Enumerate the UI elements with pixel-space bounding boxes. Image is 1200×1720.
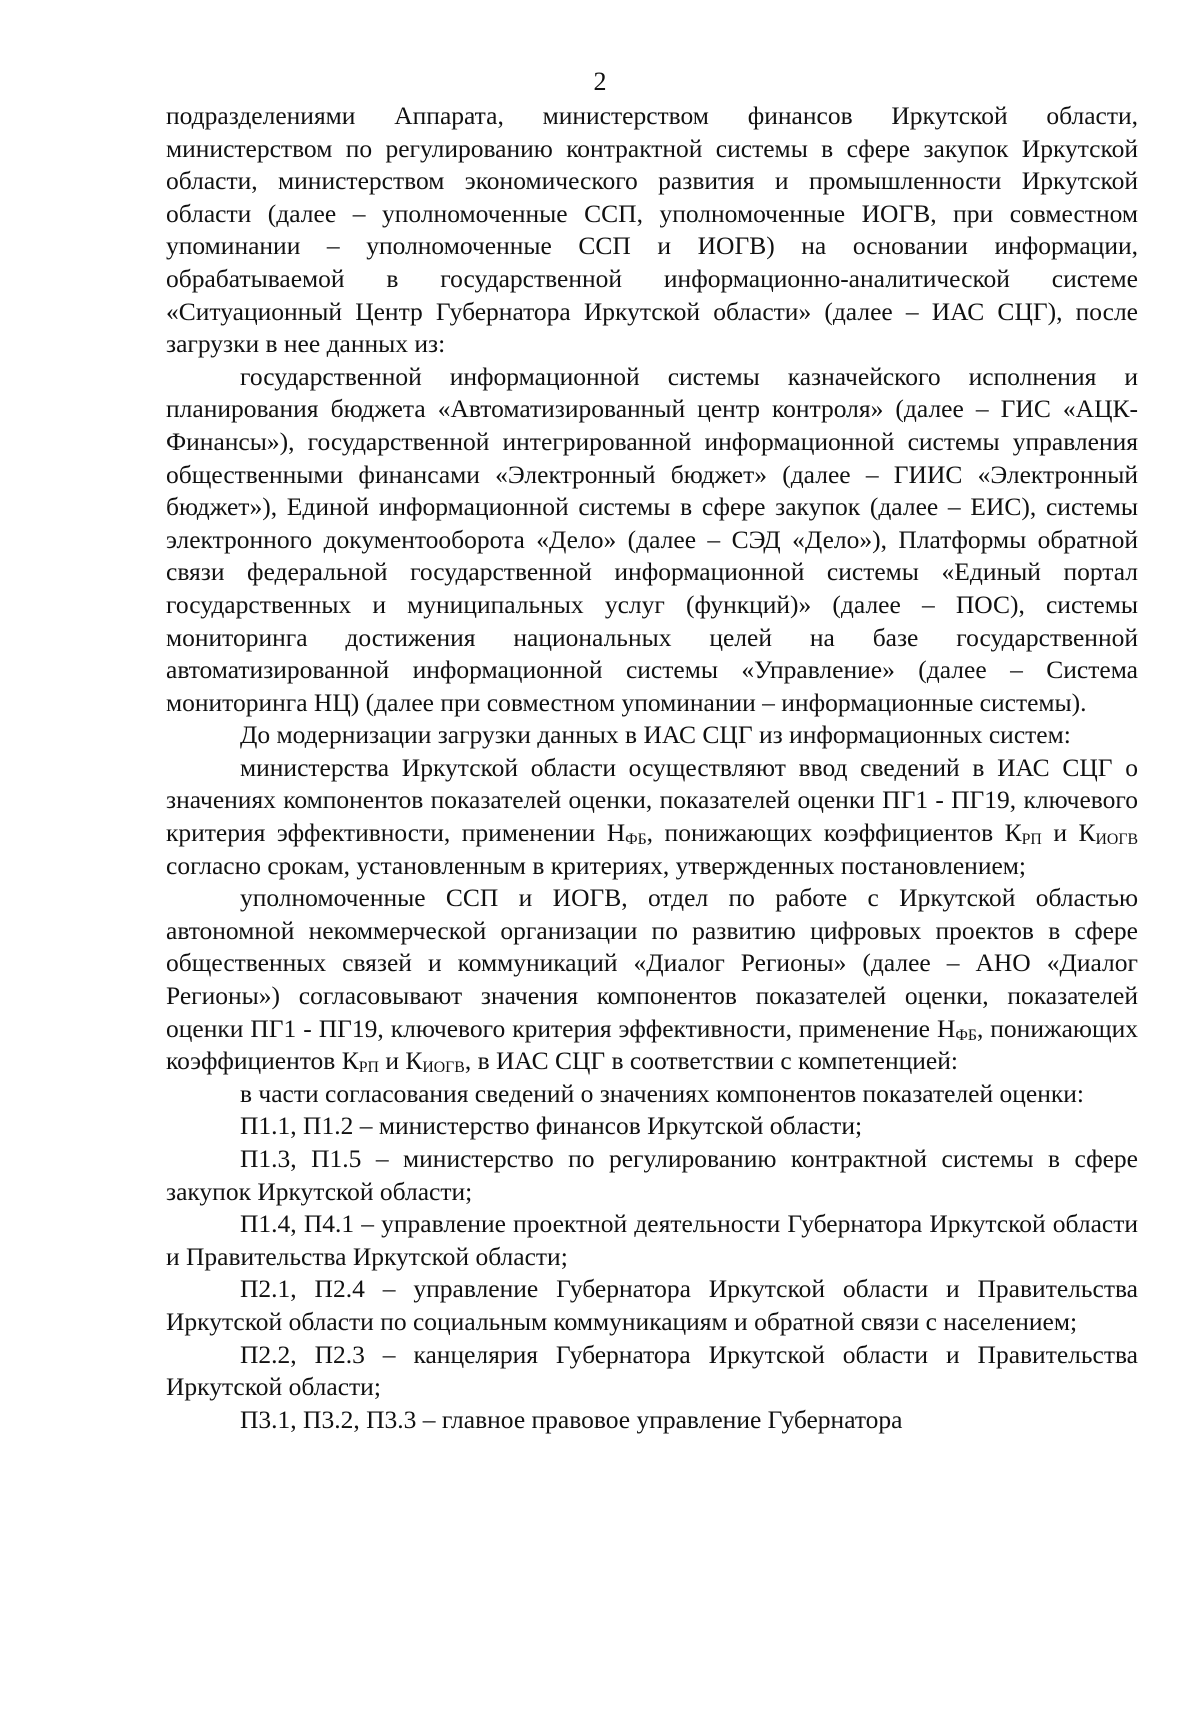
subscript-text: ФБ [625,831,647,849]
subscript-text: ФБ [955,1026,977,1044]
paragraph-text: министерства Иркутской области осуществляют ввод сведений в ИАС СЦГ о значениях компонентов показателей оценки, показателей оценки ПГ1 - ПГ19, ключевого критерия эффективности, применении Н [166,752,1138,848]
paragraph-text: и К [378,1046,423,1076]
paragraph-text: , понижающих коэффициентов К [166,1013,1138,1076]
paragraph-text: , в ИАС СЦГ в соответствии с компетенцией: [464,1046,958,1076]
paragraph [166,882,1138,1078]
subscript-text: РП [1021,831,1042,849]
paragraph: П2.2, П2.3 – канцелярия Губернатора Иркутской области и Правительства Иркутской области; [166,1339,1138,1402]
paragraph: подразделениями Аппарата, министерством финансов Иркутской области, министерством по регулированию контрактной системы в сфере закупок Иркутской области, министерством экономического развития и промышленности Иркутской области (далее – уполномоченные ССП, уполномоченные ИОГВ, при совместном упоминании – уполномоченные ССП и ИОГВ) на основании информации, обрабатываемой в государственной информационно-аналитической системе «Ситуационный Центр Губернатора Иркутской области» (далее – ИАС СЦГ), после загрузки в нее данных из: [166,101,1138,359]
subscript-text: РП [358,1059,379,1077]
page-number: 2 [593,67,607,96]
paragraph-text: уполномоченные ССП и ИОГВ, отдел по работе с Иркутской областью автономной некоммерческой организации по развитию цифровых проектов в сфере общественных связей и коммуникаций «Диалог Регионы» (далее – АНО «Диалог Регионы») согласовывают значения компонентов показателей оценки, показателей оценки ПГ1 - ПГ19, ключевого критерия эффективности, применение Н [166,883,1138,1043]
paragraph [166,752,1138,882]
paragraph: П1.4, П4.1 – управление проектной деятельности Губернатора Иркутской области и Правительства Иркутской области; [166,1209,1138,1271]
paragraph: в части согласования сведений о значениях компонентов показателей оценки: [240,1078,1084,1108]
paragraph: П1.3, П1.5 – министерство по регулированию контрактной системы в сфере закупок Иркутской области; [166,1144,1138,1206]
paragraph: государственной информационной системы казначейского исполнения и планирования бюджета «Автоматизированный центр контроля» (далее – ГИС «АЦК-Финансы»), государственной интегрированной информационной системы управления общественными финансами «Электронный бюджет» (далее – ГИИС «Электронный бюджет»), Единой информационной системы в сфере закупок (далее – ЕИС), системы электронного документооборота «Дело» (далее – СЭД «Дело»), Платформы обратной связи федеральной государственной информационной системы «Единый портал государственных и муниципальных услуг (функций)» (далее – ПОС), системы мониторинга достижения национальных целей на базе государственной автоматизированной информационной системы «Управление» (далее – Система мониторинга НЦ) (далее при совместном упоминании – информационные системы). [166,361,1138,717]
subscript-text: ИОГВ [1095,831,1138,849]
paragraph-text: , понижающих коэффициентов К [646,818,1022,848]
subscript-text: ИОГВ [422,1059,465,1077]
paragraph-text: согласно срокам, установленным в критериях, утвержденных постановлением; [166,850,1027,880]
paragraph: П1.1, П1.2 – министерство финансов Иркутской области; [240,1111,863,1141]
paragraph: До модернизации загрузки данных в ИАС СЦГ из информационных систем: [240,720,1071,750]
paragraph: П3.1, П3.2, П3.3 – главное правовое управление Губернатора [240,1404,903,1434]
paragraph: П2.1, П2.4 – управление Губернатора Иркутской области и Правительства Иркутской области по социальным коммуникациям и обратной связи с населением; [166,1274,1138,1336]
document-body [166,100,1138,1436]
paragraph-text: и К [1041,818,1096,848]
